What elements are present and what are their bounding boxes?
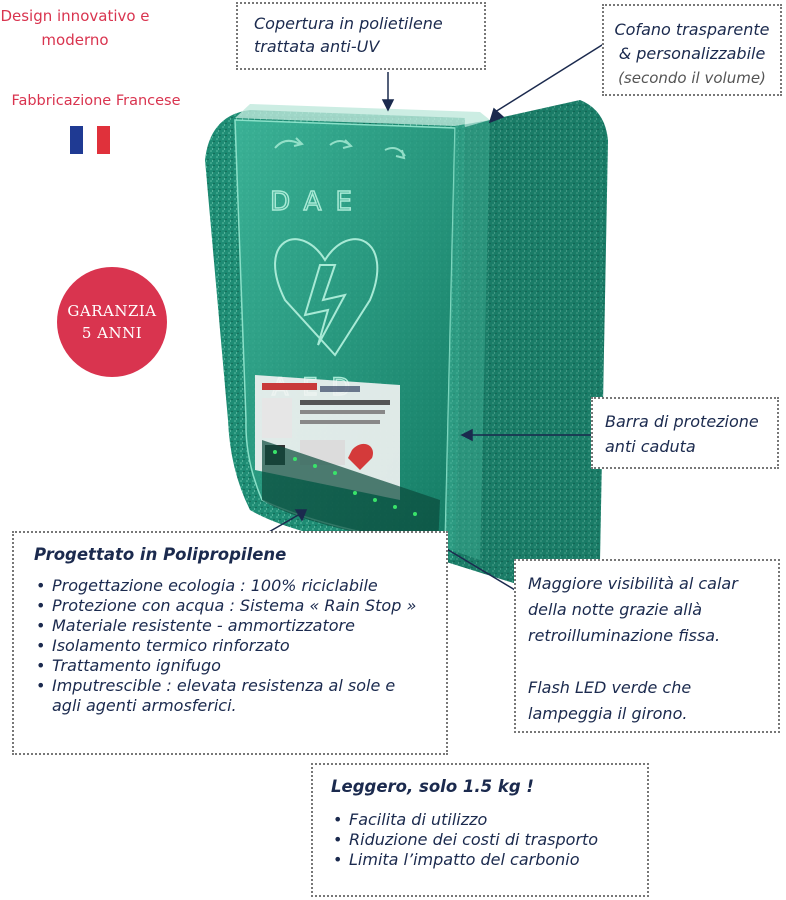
callout-polypropylene-title: Progettato in Polipropilene [34,545,287,564]
callout-led-flash: Flash LED verde che lampeggia il girono. [528,678,692,723]
list-item: • Riduzione dei costi di trasporto [331,830,629,850]
callout-led [514,559,780,733]
callout-cover-text: Copertura in polietilene trattata anti-UV [254,14,443,56]
callout-cover [236,2,486,70]
list-item: • Limita l’impatto del carbonio [331,850,629,870]
flag-stripe-red [97,126,110,154]
list-item: • Isolamento termico rinforzato [34,636,426,656]
list-item: • Protezione con acqua : Sistema « Rain Stop » [34,596,426,616]
list-item: • Imputrescible : elevata resistenza al sole e agli agenti armosferici. [34,676,426,716]
callout-polypropylene [12,531,448,755]
callout-hood-subtitle: (secondo il volume) [618,69,766,87]
callout-hood [602,4,782,96]
list-item: • Progettazione ecologia : 100% riciclabile [34,576,426,596]
design-tagline: Design innovativo e moderno [0,7,150,49]
flag-stripe-blue [70,126,83,154]
warranty-badge-line2: 5 ANNI [81,324,143,342]
lightweight-benefit-list [331,810,629,870]
warranty-badge [57,267,167,377]
embossed-dae-text: DAE [270,187,366,217]
warranty-badge-line1: GARANZIA [67,302,157,320]
callout-lightweight-title: Leggero, solo 1.5 kg ! [331,777,534,796]
callout-hood-title: Cofano trasparente & personalizzabile [614,20,770,63]
polypropylene-feature-list [34,576,426,716]
callout-protection-bar [591,397,779,469]
callout-lightweight [311,763,649,897]
callout-protection-bar-text: Barra di protezione anti caduta [605,412,759,456]
france-flag-icon [70,126,110,154]
list-item: • Materiale resistente - ammortizzatore [34,616,426,636]
callout-led-visibility: Maggiore visibilità al calar della notte grazie allà retroilluminazione fissa. [528,574,738,645]
made-in-france-label: Fabbricazione Francese [11,93,181,109]
flag-stripe-white [83,126,96,154]
list-item: • Trattamento ignifugo [34,656,426,676]
list-item: • Facilita di utilizzo [331,810,629,830]
